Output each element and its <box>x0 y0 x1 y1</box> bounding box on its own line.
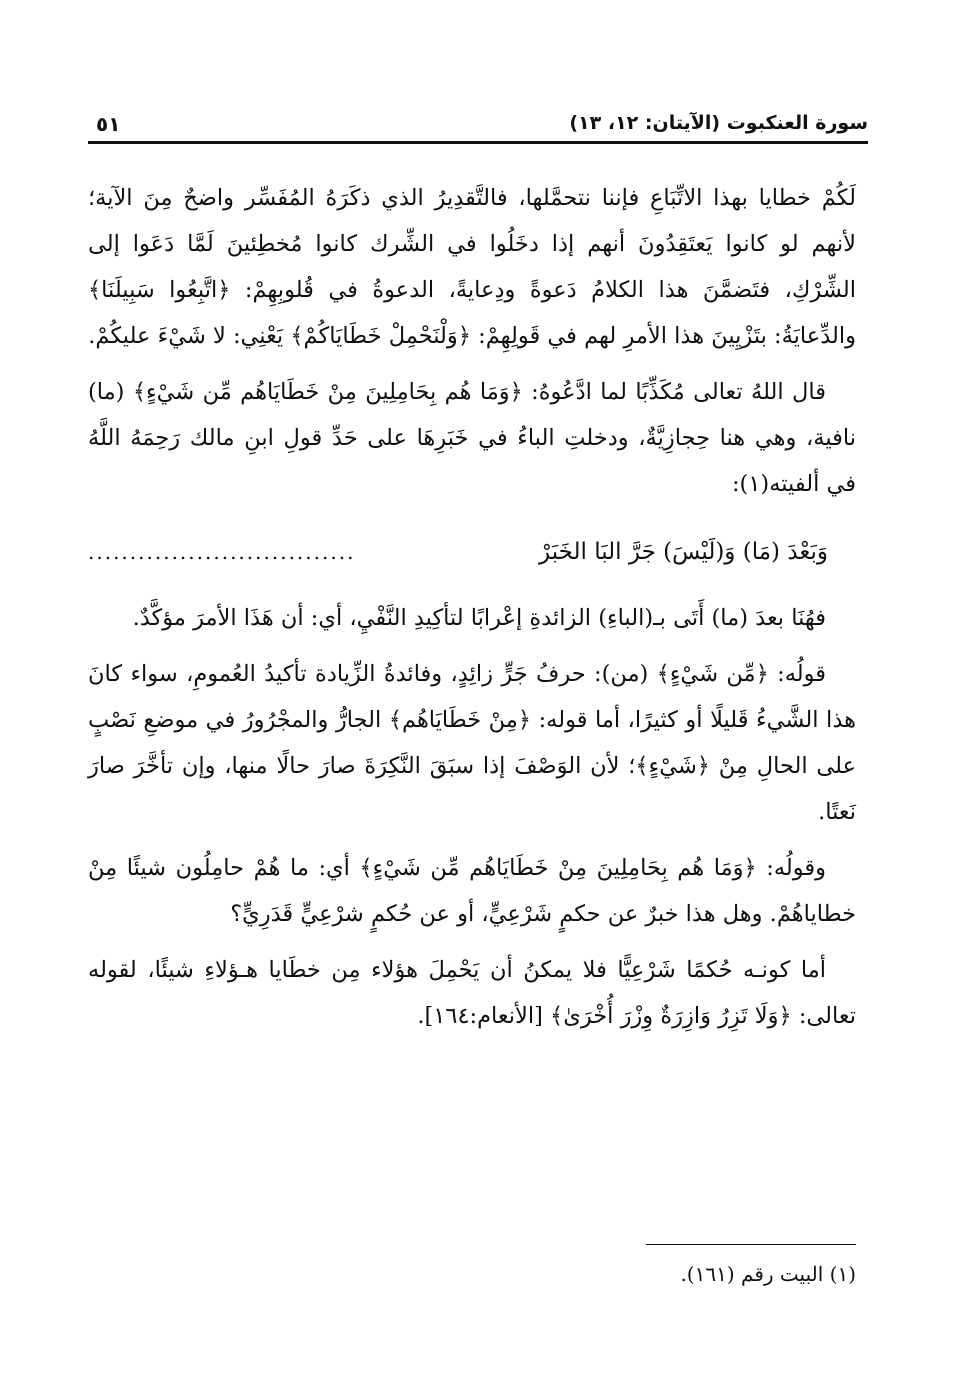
footnote-separator <box>646 1244 856 1245</box>
paragraph-1: لَكُمْ خطايا بهذا الاتِّبَاعِ فإننا نتحمَّلها، فالتَّقدِيرُ الذي ذكَرَهُ المُفَسِّر واضحٌ مِنَ الآية؛ لأنهم لو كانوا يَعتَقِدُونَ أنهم إذا دخَلُوا في الشِّرك كانوا مُخطِئينَ لَمَّا دَعَوا إلى الشِّرْكِ، فتَضمَّنَ هذا الكلامُ دَعوةً ودِعايةً، الدعوةُ في قُلوبِهِمْ: ﴿اتَّبِعُوا سَبِيلَنَا﴾ والدِّعايَةُ: بتَزْيِينَ هذا الأمرِ لهم في قَولِهِمْ: ﴿وَلْنَحْمِلْ خَطَايَاكُمْ﴾ يَعْنِي: لا شَيْءَ عليكُمْ. <box>88 185 856 349</box>
paragraph-5: وقولُه: ﴿وَمَا هُم بِحَامِلِينَ مِنْ خَطَايَاهُم مِّن شَيْءٍ﴾ أي: ما هُمْ حامِلُون شيئًا مِنْ خطاياهُمْ. وهل هذا خبرٌ عن حكمٍ شَرْعِيٍّ، أو عن حُكمٍ شرْعِيٍّ قَدَرِيٍّ؟ <box>88 855 856 927</box>
page-number: ٥١ <box>96 112 121 136</box>
paragraph-6: أما كونـه حُكمًا شَرْعِيًّا فلا يمكنُ أن يَحْمِلَ هؤلاء مِن خطَايا هـؤلاءِ شيئًا، لقوله تعالى: ﴿وَلَا تَزِرُ وَازِرَةٌ وِزْرَ أُخْرَىٰ﴾ [الأنعام:١٦٤]. <box>88 957 856 1029</box>
poem-hemistich: وَبَعْدَ (مَا) وَ(لَيْسَ) جَرَّ البَا الخَبَرْ <box>539 539 828 565</box>
paragraph-3: فهُنَا بعدَ (ما) أَتَى بـ(الباءِ) الزائدةِ إعْرابًا لتأكِيدِ النَّفْيِ، أي: أن هَذَا الأمرَ مؤكَّدٌ. <box>132 605 826 631</box>
page-header <box>88 108 868 142</box>
header-rule <box>88 141 868 144</box>
footnote: (١) البيت رقم (١٦١). <box>680 1262 856 1286</box>
poem-dots: ................................ <box>88 540 356 564</box>
poem-verse <box>88 517 856 587</box>
main-text <box>88 175 856 1049</box>
paragraph-4: قولُه: ﴿مِّن شَيْءٍ﴾ (من): حرفُ جَرٍّ زائِدٍ، وفائدةُ الزِّيادة تأكيدُ العُمومِ، سواء كانَ هذا الشَّيءُ قَليلًا أو كثيرًا، أما قوله: ﴿مِنْ خَطَايَاهُم﴾ الجارُّ والمجْرُورُ في موضعِ نَصْبٍ على الحالِ مِنْ ﴿شَيْءٍ﴾؛ لأن الوَصْفَ إذا سبَقَ النَّكِرَةَ صارَ حالًا منها، وإن تأخَّرَ صارَ نَعتًا. <box>88 661 856 825</box>
paragraph-2: قال اللهُ تعالى مُكَذِّبًا لما ادَّعُوهُ: ﴿وَمَا هُم بِحَامِلِينَ مِنْ خَطَايَاهُم مِّن شَيْءٍ﴾ (ما) نافية، وهي هنا حِجازِيَّةٌ، ودخلتِ الباءُ في خَبَرِهَا على حَدِّ قولِ ابنِ مالك رَحِمَهُ اللَّهُ في ألفيته(١): <box>88 379 856 497</box>
running-title: سورة العنكبوت (الآيتان: ١٢، ١٣) <box>569 112 868 134</box>
